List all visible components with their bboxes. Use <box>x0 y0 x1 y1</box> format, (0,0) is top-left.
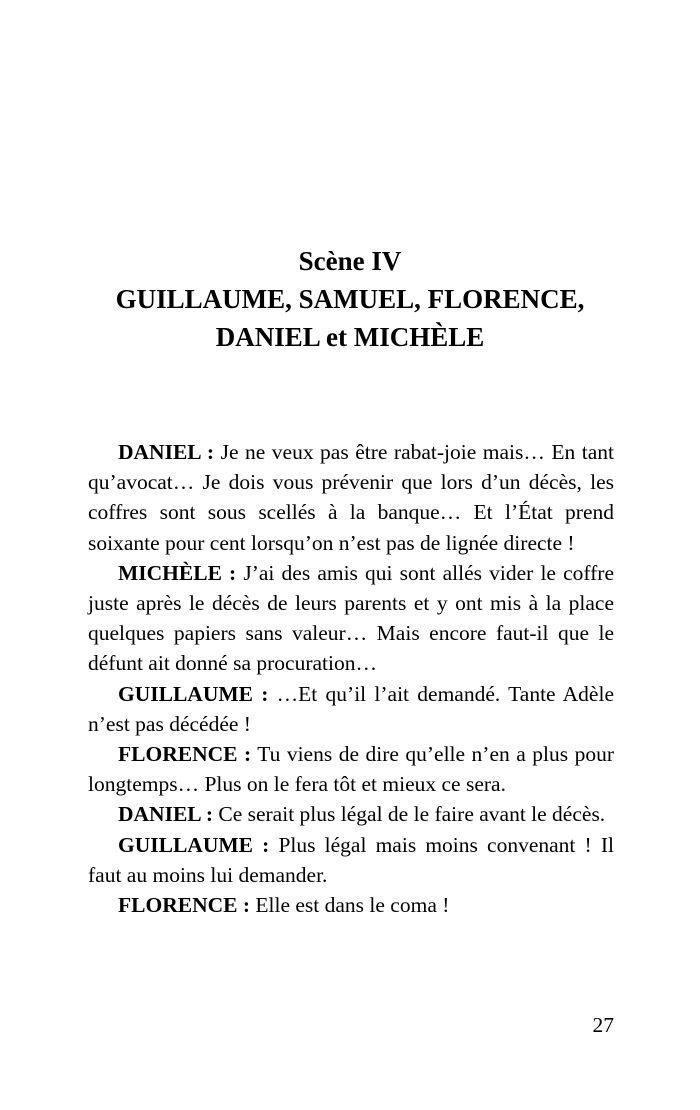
dialogue-line: Plus légal mais moins convenant ! Il faut au moins lui demander. <box>88 832 614 887</box>
dialogue-body <box>88 437 614 920</box>
dialogue-paragraph <box>88 679 614 739</box>
dialogue-line: …Et qu’il l’ait demandé. Tante Adèle n’est pas décédée ! <box>88 681 614 736</box>
dialogue-line: Je ne veux pas être rabat-joie mais… En tant qu’avocat… Je dois vous prévenir que lors d’un décès, les coffres sont sous scellés à la banque… Et l’État prend soixante pour cent lorsqu’on n’est pas de lignée directe ! <box>88 440 614 555</box>
dialogue-paragraph <box>88 739 614 799</box>
dialogue-paragraph <box>88 558 614 679</box>
dialogue-line: Tu viens de dire qu’elle n’en a plus pour longtemps… Plus on le fera tôt et mieux ce sera. <box>88 742 614 797</box>
scene-heading <box>0 242 700 356</box>
dialogue-paragraph <box>88 799 614 829</box>
dialogue-line: Elle est dans le coma ! <box>255 893 450 918</box>
dialogue-line: J’ai des amis qui sont allés vider le coffre juste après le décès de leurs parents et y ont mis à la place quelques papiers sans valeur… Mais encore faut-il que le défunt ait donné sa procuration… <box>88 560 615 676</box>
dialogue-paragraph <box>88 830 614 890</box>
speaker-name: GUILLAUME : <box>118 681 269 706</box>
scene-characters-line-1: GUILLAUME, SAMUEL, FLORENCE, <box>115 284 585 314</box>
page-number: 27 <box>592 1013 614 1037</box>
dialogue-line: Ce serait plus légal de le faire avant le décès. <box>218 802 606 827</box>
speaker-name: FLORENCE : <box>118 742 252 767</box>
speaker-name: DANIEL : <box>118 440 215 464</box>
dialogue-paragraph <box>88 890 614 920</box>
scene-characters-line-2: DANIEL et MICHÈLE <box>215 322 485 352</box>
speaker-name: GUILLAUME : <box>118 832 270 857</box>
speaker-name: DANIEL : <box>118 802 213 827</box>
scene-title: Scène IV <box>298 246 402 276</box>
speaker-name: FLORENCE : <box>118 893 250 918</box>
speaker-name: MICHÈLE : <box>118 560 237 585</box>
dialogue-paragraph <box>88 437 614 558</box>
